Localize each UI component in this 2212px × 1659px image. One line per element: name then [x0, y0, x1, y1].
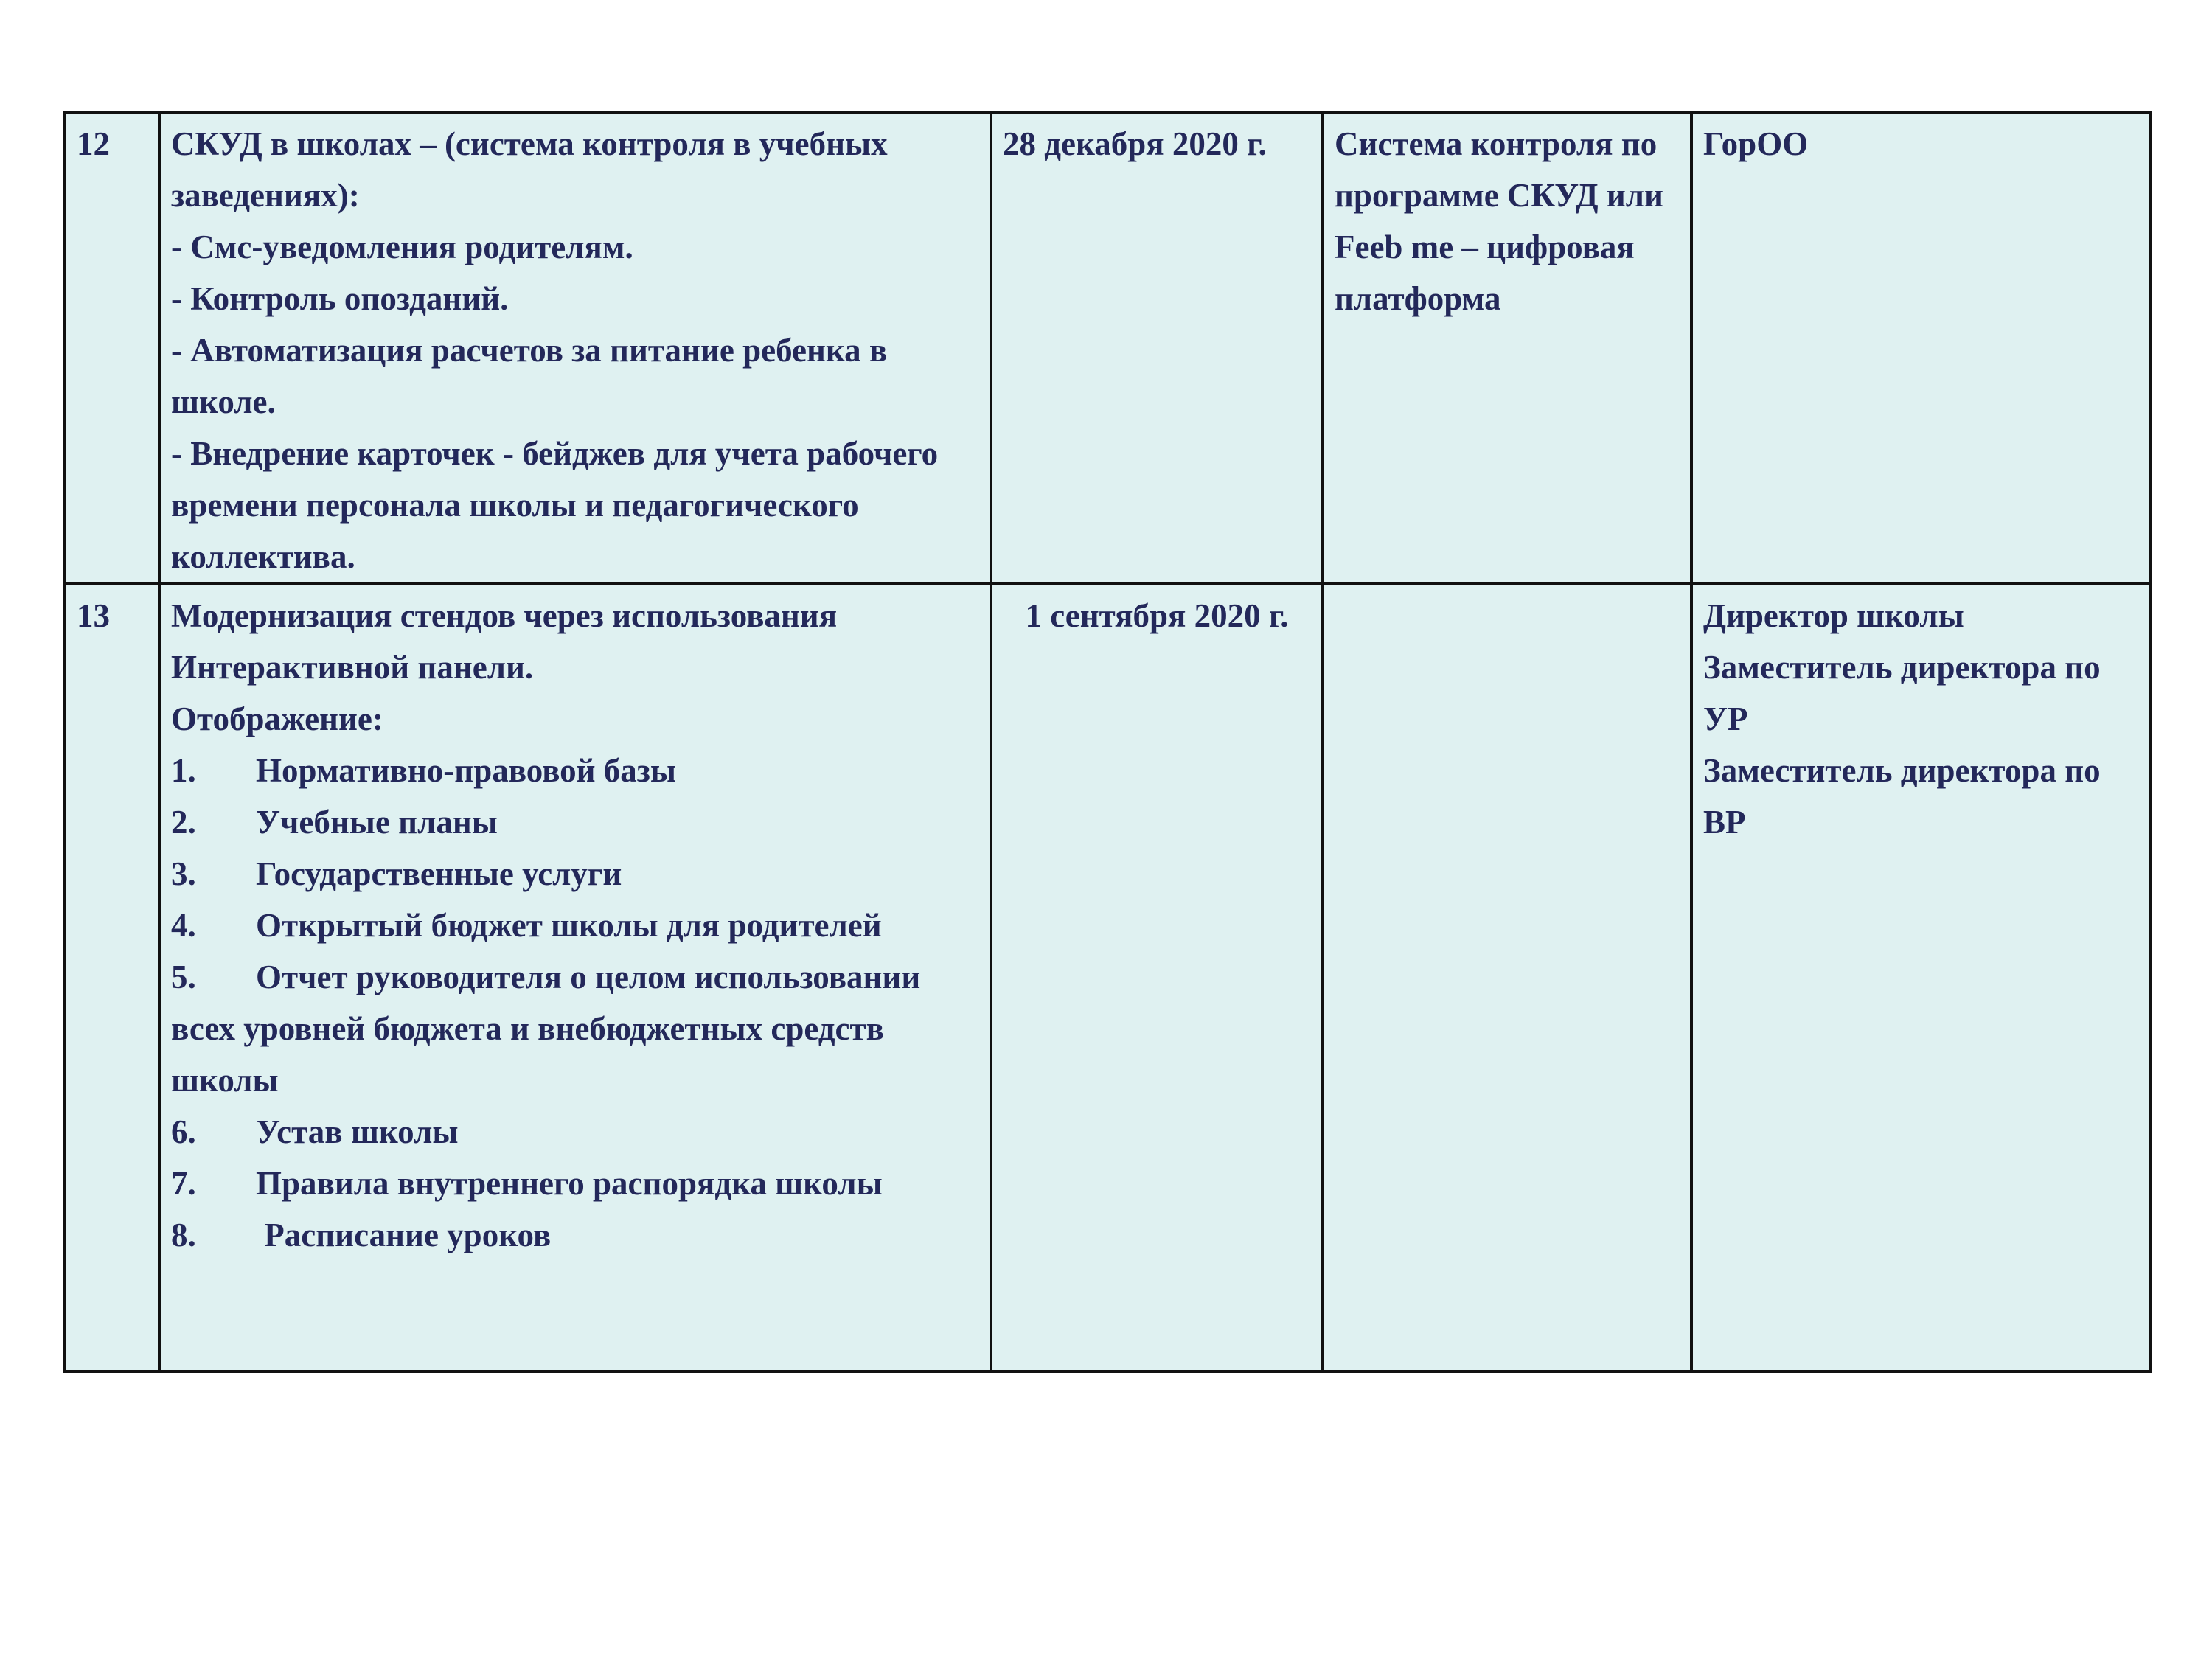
- task-title: СКУД в школах – (система контроля в учебных заведениях):: [171, 125, 888, 214]
- responsible-item: ГорОО: [1703, 125, 1809, 162]
- plan-table: [63, 111, 2152, 1373]
- list-item: 5. Отчет руководителя о целом использовании всех уровней бюджета и внебюджетных средств школы: [171, 959, 921, 1099]
- task-subtitle: Отображение:: [171, 700, 383, 737]
- row-number: 13: [65, 584, 159, 1371]
- responsible-item: Заместитель директора по УР: [1703, 649, 2101, 737]
- list-item: 1. Нормативно-правовой базы: [171, 752, 676, 789]
- task-cell: [159, 584, 991, 1371]
- responsible-item: Директор школы: [1703, 597, 1964, 634]
- date-cell: 1 сентября 2020 г.: [991, 584, 1323, 1371]
- responsible-item: Заместитель директора по ВР: [1703, 752, 2101, 841]
- system-cell: [1323, 584, 1691, 1371]
- system-cell: Система контроля по программе СКУД или Feeb me – цифровая платформа: [1323, 112, 1691, 584]
- table-row: [65, 112, 2150, 584]
- task-item: - Контроль опозданий.: [171, 280, 509, 317]
- task-title: Модернизация стендов через использования Интерактивной панели.: [171, 597, 838, 686]
- table-row: [65, 584, 2150, 1371]
- list-item: 4. Открытый бюджет школы для родителей: [171, 907, 882, 944]
- list-item: 8. Расписание уроков: [171, 1217, 552, 1253]
- list-item: 6. Устав школы: [171, 1113, 459, 1150]
- date-cell: 28 декабря 2020 г.: [991, 112, 1323, 584]
- row-number: 12: [65, 112, 159, 584]
- list-item: 2. Учебные планы: [171, 804, 498, 841]
- responsible-cell: [1691, 584, 2150, 1371]
- task-item: - Смс-уведомления родителям.: [171, 229, 633, 265]
- list-item: 3. Государственные услуги: [171, 855, 622, 892]
- responsible-cell: [1691, 112, 2150, 584]
- task-item: - Автоматизация расчетов за питание ребенка в школе.: [171, 332, 888, 420]
- list-item: 7. Правила внутреннего распорядка школы: [171, 1165, 883, 1202]
- task-item: - Внедрение карточек - бейджев для учета рабочего времени персонала школы и педагогического коллектива.: [171, 435, 939, 575]
- task-cell: [159, 112, 991, 584]
